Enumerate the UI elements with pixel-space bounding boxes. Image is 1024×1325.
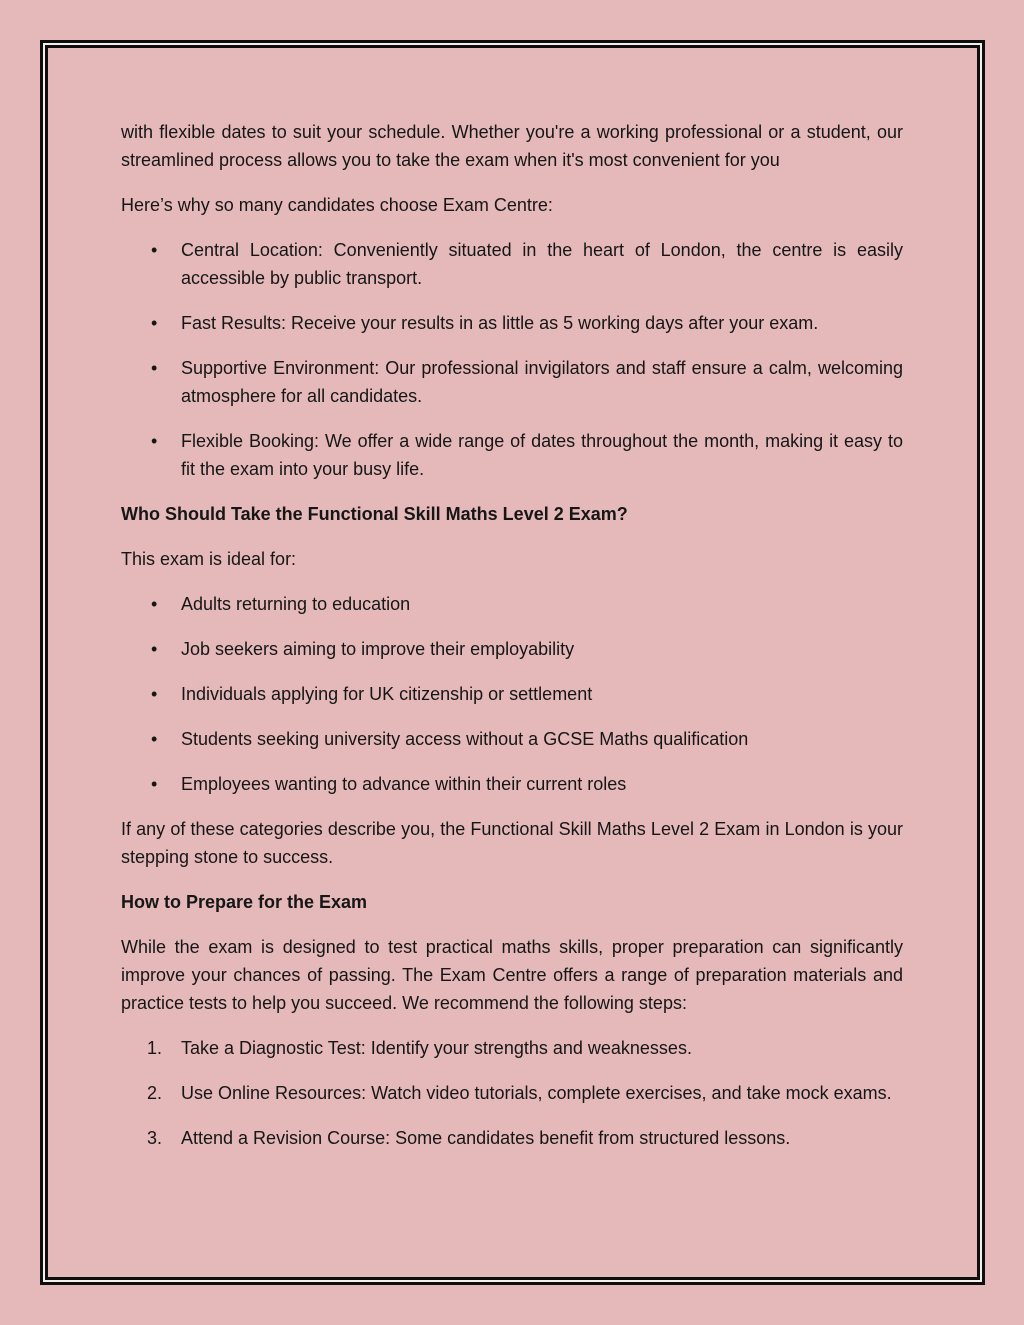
list-item bbox=[121, 1079, 903, 1107]
bullet-icon: • bbox=[151, 594, 158, 614]
bullet-icon: • bbox=[151, 313, 158, 333]
list-item-text: Individuals applying for UK citizenship or settlement bbox=[181, 684, 593, 704]
list-item-text: Attend a Revision Course: Some candidates benefit from structured lessons. bbox=[181, 1128, 791, 1148]
bullet-icon: • bbox=[151, 684, 158, 704]
list-item-text: Employees wanting to advance within their current roles bbox=[181, 774, 627, 794]
list-item bbox=[121, 770, 903, 798]
list-item bbox=[121, 1124, 903, 1152]
who-heading: Who Should Take the Functional Skill Maths Level 2 Exam? bbox=[121, 504, 628, 524]
list-item-text: Use Online Resources: Watch video tutorials, complete exercises, and take mock exams. bbox=[181, 1083, 892, 1103]
list-item-text: Adults returning to education bbox=[181, 594, 411, 614]
step-number: 3. bbox=[147, 1128, 163, 1148]
bullet-icon: • bbox=[151, 774, 158, 794]
list-item-text: Central Location: Conveniently situated in the heart of London, the centre is easily accessible by public transport. bbox=[181, 240, 903, 288]
steps-list bbox=[121, 1034, 903, 1152]
who-intro: This exam is ideal for: bbox=[121, 549, 297, 569]
who-closing: If any of these categories describe you, the Functional Skill Maths Level 2 Exam in London is your stepping stone to success. bbox=[121, 819, 903, 867]
bullet-icon: • bbox=[151, 240, 158, 260]
list-item bbox=[121, 590, 903, 618]
list-item bbox=[121, 309, 903, 337]
why-intro: Here’s why so many candidates choose Exam Centre: bbox=[121, 195, 553, 215]
list-item-text: Take a Diagnostic Test: Identify your strengths and weaknesses. bbox=[181, 1038, 692, 1058]
prepare-heading: How to Prepare for the Exam bbox=[121, 892, 368, 912]
list-item bbox=[121, 1034, 903, 1062]
list-item-text: Supportive Environment: Our professional invigilators and staff ensure a calm, welcoming atmosphere for all candidates. bbox=[181, 358, 903, 406]
list-item bbox=[121, 725, 903, 753]
document-body bbox=[121, 118, 903, 1169]
list-item bbox=[121, 427, 903, 483]
who-list bbox=[121, 590, 903, 798]
list-item-text: Job seekers aiming to improve their employability bbox=[181, 639, 575, 659]
bullet-icon: • bbox=[151, 358, 158, 378]
list-item-text: Students seeking university access without a GCSE Maths qualification bbox=[181, 729, 749, 749]
list-item bbox=[121, 236, 903, 292]
list-item-text: Fast Results: Receive your results in as little as 5 working days after your exam. bbox=[181, 313, 819, 333]
step-number: 1. bbox=[147, 1038, 163, 1058]
prepare-intro: While the exam is designed to test practical maths skills, proper preparation can significantly improve your chances of passing. The Exam Centre offers a range of preparation materials and practice tests to help you succeed. We recommend the following steps: bbox=[121, 937, 903, 1013]
bullet-icon: • bbox=[151, 431, 158, 451]
list-item bbox=[121, 635, 903, 663]
list-item bbox=[121, 680, 903, 708]
intro-continuation: with flexible dates to suit your schedule. Whether you're a working professional or a student, our streamlined process allows you to take the exam when it's most convenient for you bbox=[121, 122, 903, 170]
list-item bbox=[121, 354, 903, 410]
step-number: 2. bbox=[147, 1083, 163, 1103]
list-item-text: Flexible Booking: We offer a wide range of dates throughout the month, making it easy to fit the exam into your busy life. bbox=[181, 431, 903, 479]
reasons-list bbox=[121, 236, 903, 483]
bullet-icon: • bbox=[151, 729, 158, 749]
bullet-icon: • bbox=[151, 639, 158, 659]
